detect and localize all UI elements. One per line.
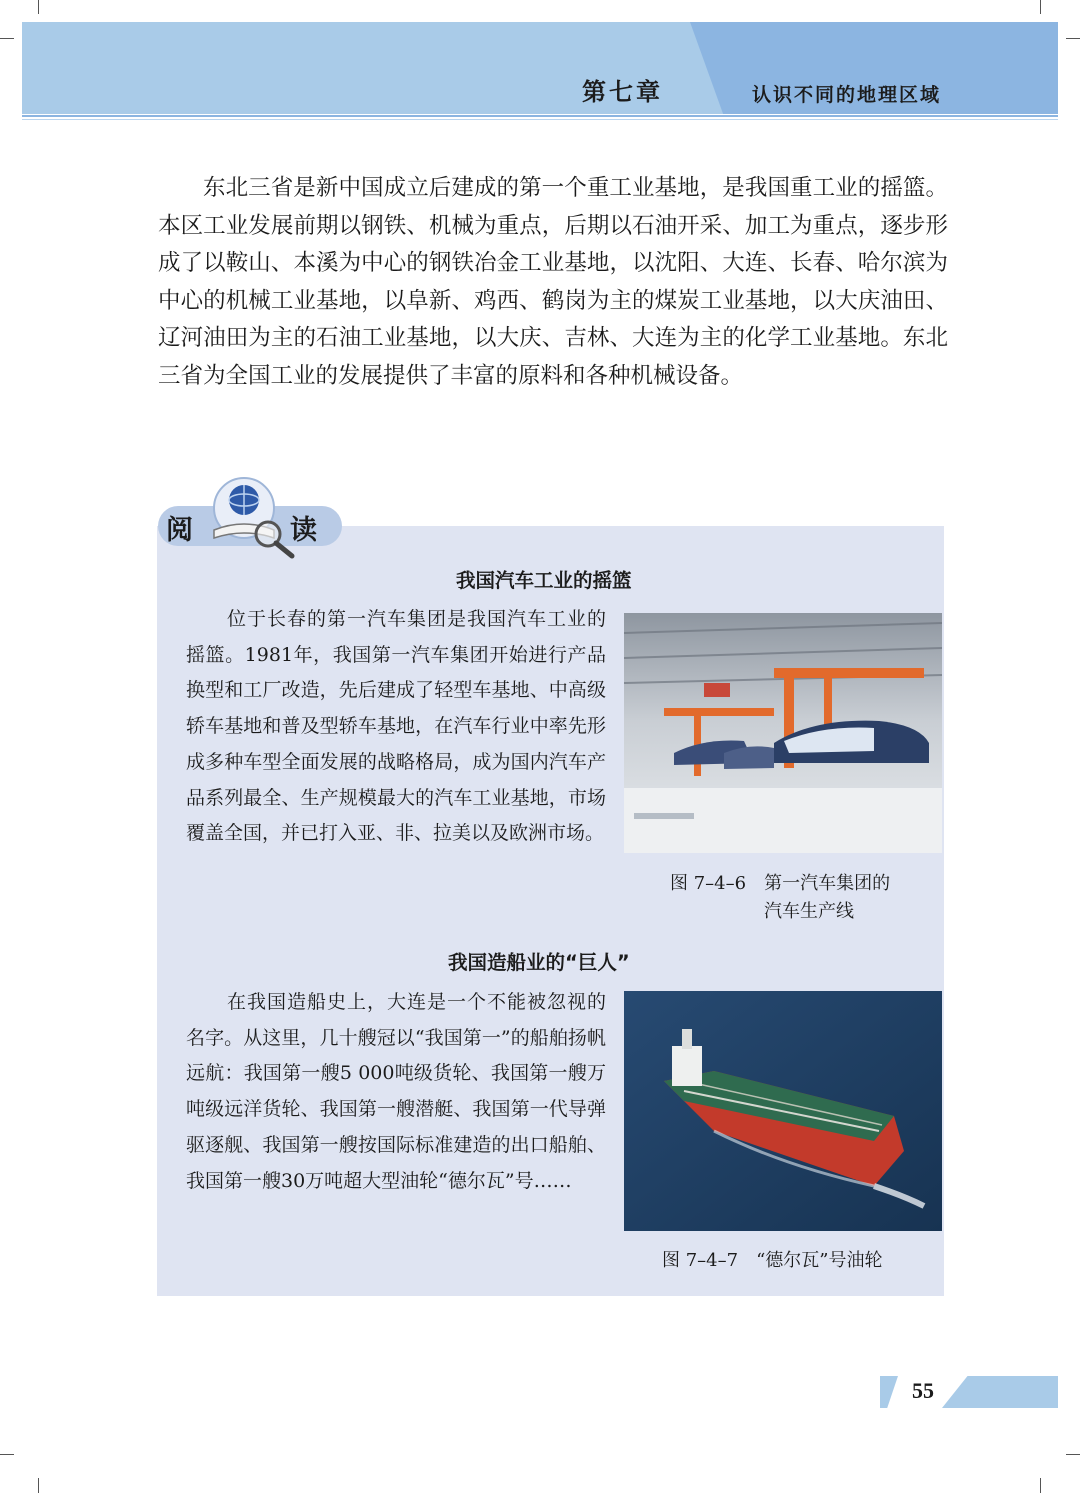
book-magnifier-icon xyxy=(198,470,302,562)
crop-mark xyxy=(38,0,39,14)
chapter-label: 第七章 xyxy=(582,78,663,106)
crop-mark xyxy=(1040,0,1041,14)
figure-caption-7-4-6-line-2: 汽车生产线 xyxy=(764,901,854,922)
header-rule xyxy=(22,115,1058,117)
crop-mark xyxy=(38,1478,39,1493)
page-number-tab-left xyxy=(880,1376,898,1408)
body-paragraph: 东北三省是新中国成立后建成的第一个重工业基地，是我国重工业的摇篮。本区工业发展前期以钢铁、机械为重点，后期以石油开采、加工为重点，逐步形成了以鞍山、本溪为中心的钢铁冶金工业基地，以沈阳、大连、长春、哈尔滨为中心的机械工业基地，以阜新、鸡西、鹤岗为主的煤炭工业基地，以大庆油田、辽河油田为主的石油工业基地，以大庆、吉林、大连为主的化学工业基地。东北三省为全国工业的发展提供了丰富的原料和各种机械设备。 xyxy=(158,175,948,389)
figure-caption-7-4-7: 图 7–4–7 “德尔瓦”号油轮 xyxy=(662,1250,883,1271)
crop-mark xyxy=(1066,1454,1080,1455)
crop-mark xyxy=(1066,38,1080,39)
crop-mark xyxy=(0,1454,14,1455)
page-number-tab-right xyxy=(942,1376,1058,1408)
section-title-automobile: 我国汽车工业的摇篮 xyxy=(456,569,632,592)
reading-badge-char-2: 读 xyxy=(290,515,317,546)
crop-mark xyxy=(1040,1478,1041,1493)
figure-caption-7-4-6-line-1: 图 7–4–6 第一汽车集团的 xyxy=(670,873,891,894)
oil-tanker-photo xyxy=(624,991,942,1231)
crop-mark xyxy=(0,38,14,39)
chapter-title: 认识不同的地理区域 xyxy=(752,84,942,106)
section-text-automobile: 位于长春的第一汽车集团是我国汽车工业的摇篮。1981年，我国第一汽车集团开始进行产品换型和工厂改造，先后建成了轻型车基地、中高级轿车基地和普及型轿车基地，在汽车行业中率先形成多种车型全面发展的战略格局，成为国内汽车产品系列最全、生产规模最大的汽车工业基地，市场覆盖全国，并已打入亚、非、拉美以及欧洲市场。 xyxy=(186,608,606,845)
section-title-shipbuilding: 我国造船业的“巨人” xyxy=(448,951,630,974)
header-rule-thin xyxy=(22,119,1058,120)
car-production-line-photo xyxy=(624,613,942,853)
page-number: 55 xyxy=(912,1378,934,1403)
reading-badge-char-1: 阅 xyxy=(166,515,193,546)
section-text-shipbuilding: 在我国造船史上，大连是一个不能被忽视的名字。从这里，几十艘冠以“我国第一”的船舶扬帆远航：我国第一艘5 000吨级货轮、我国第一艘万吨级远洋货轮、我国第一艘潜艇、我国第一代导弹驱逐舰、我国第一艘按国际标准建造的出口船舶、我国第一艘30万吨超大型油轮“德尔瓦”号…… xyxy=(186,991,606,1192)
